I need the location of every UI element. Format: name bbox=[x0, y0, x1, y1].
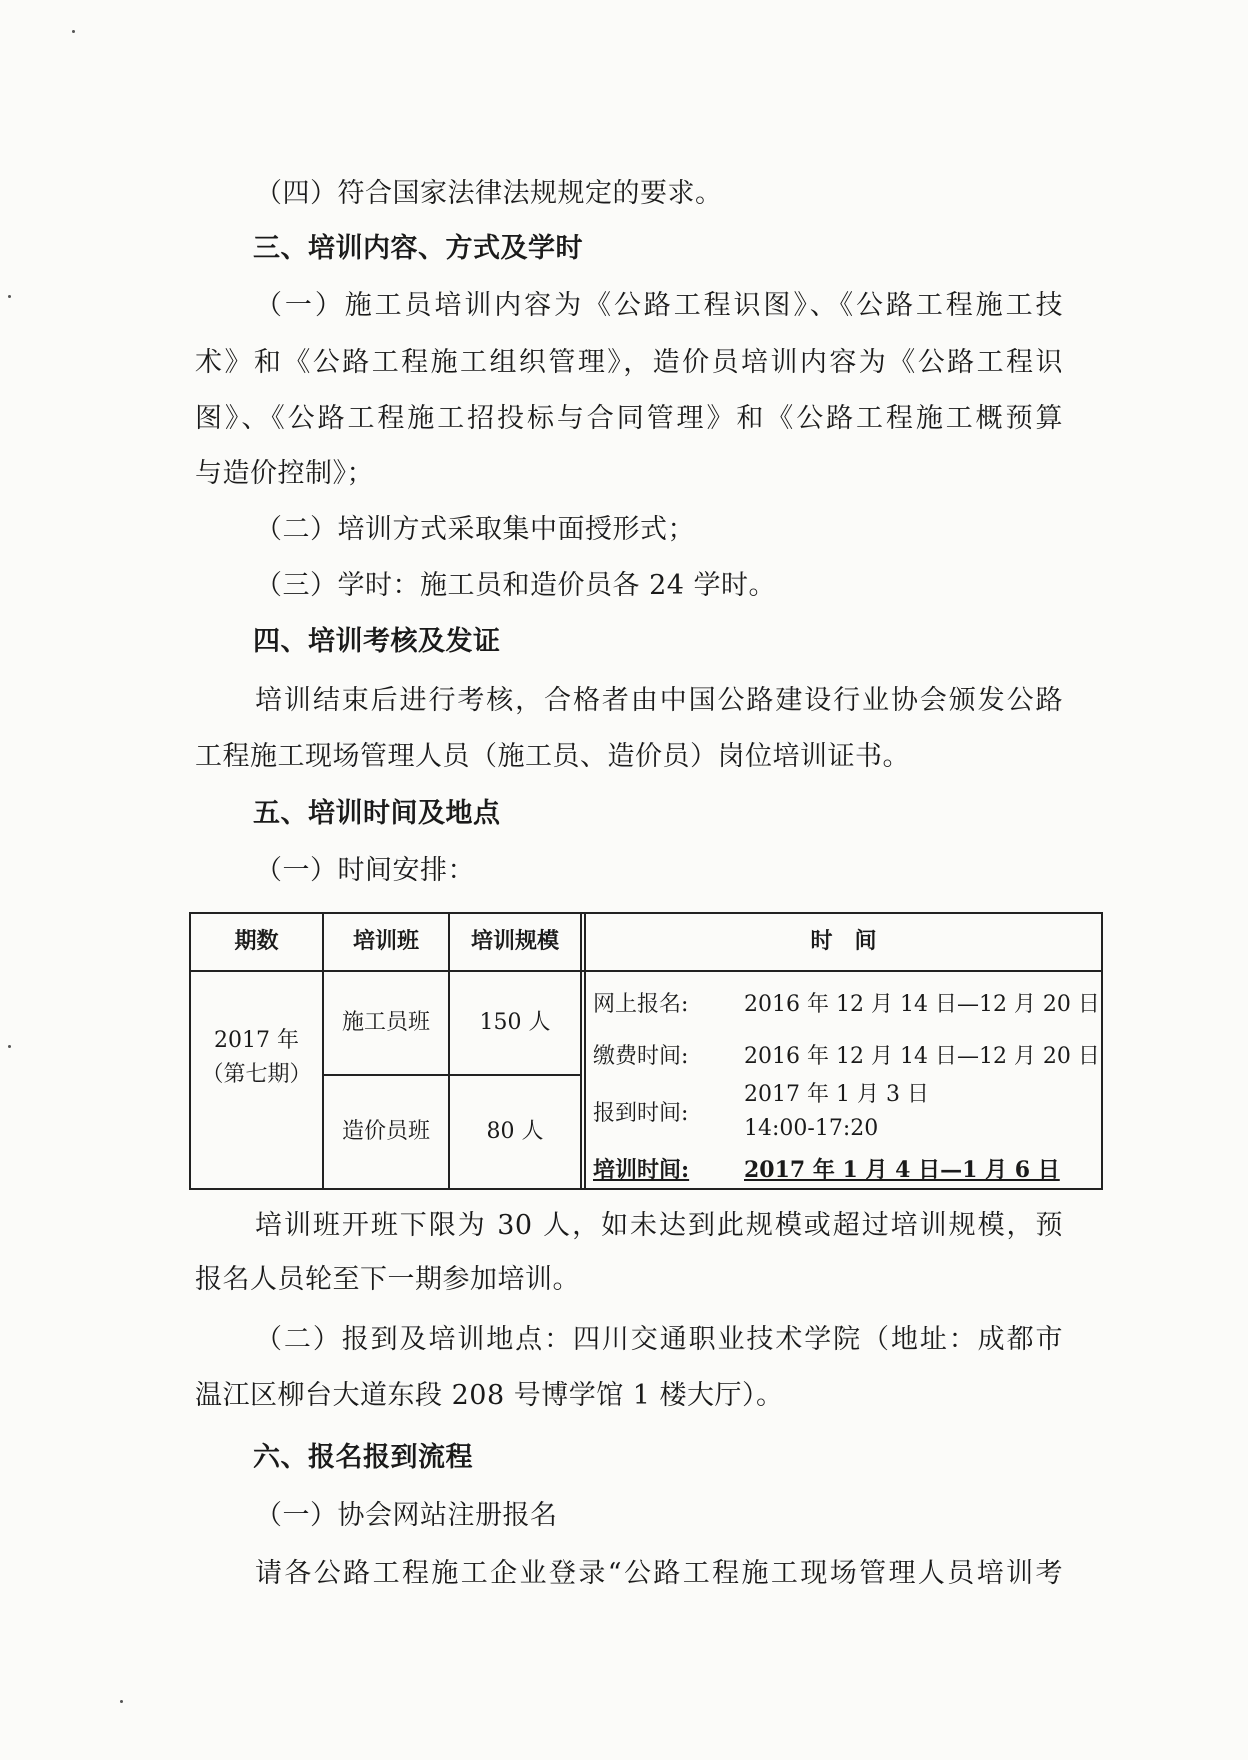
paragraph-line: （四）符合国家法律法规规定的要求。 bbox=[255, 178, 723, 209]
table-row-class: 造价员班 bbox=[341, 1119, 430, 1144]
paragraph-line: （一）施工员培训内容为《公路工程识图》、《公路工程施工技 bbox=[255, 290, 1063, 321]
paragraph-line: （三）学时：施工员和造价员各 24 学时。 bbox=[255, 570, 777, 601]
scan-speck bbox=[8, 1045, 11, 1048]
paragraph-line: 培训班开班下限为 30 人，如未达到此规模或超过培训规模，预 bbox=[255, 1210, 1063, 1241]
header-class: 培训班 bbox=[352, 928, 419, 954]
paragraph-line: （一）时间安排： bbox=[255, 855, 475, 886]
section-heading-5: 五、培训时间及地点 bbox=[253, 798, 501, 829]
paragraph-line: （二）培训方式采取集中面授形式； bbox=[255, 514, 695, 545]
paragraph-line: （一）协会网站注册报名 bbox=[255, 1500, 558, 1531]
scan-speck bbox=[8, 295, 11, 298]
table-row-scale: 80 人 bbox=[486, 1119, 544, 1144]
header-time: 时 间 bbox=[810, 928, 877, 954]
table-row-scale: 150 人 bbox=[479, 1010, 551, 1035]
paragraph-line: 培训结束后进行考核，合格者由中国公路建设行业协会颁发公路 bbox=[255, 685, 1063, 716]
paragraph-line: 请各公路工程施工企业登录“公路工程施工现场管理人员培训考 bbox=[255, 1558, 1063, 1589]
paragraph-line: 工程施工现场管理人员（施工员、造价员）岗位培训证书。 bbox=[195, 741, 910, 772]
paragraph-line: 图》、《公路工程施工招投标与合同管理》和《公路工程施工概预算 bbox=[195, 403, 1063, 434]
period-year: 2017 年 bbox=[214, 1028, 299, 1053]
section-heading-3: 三、培训内容、方式及学时 bbox=[253, 233, 583, 264]
paragraph-line: 报名人员轮至下一期参加培训。 bbox=[195, 1264, 580, 1295]
table-row-class: 施工员班 bbox=[341, 1010, 430, 1035]
scan-speck bbox=[120, 1700, 123, 1703]
schedule-table bbox=[189, 912, 1103, 1190]
header-period: 期数 bbox=[234, 928, 279, 954]
section-heading-6: 六、报名报到流程 bbox=[253, 1442, 473, 1473]
checkin-label: 报到时间: bbox=[593, 1101, 689, 1126]
pay-value: 2016 年 12 月 14 日—12 月 20 日 bbox=[744, 1044, 1100, 1069]
reg-label: 网上报名: bbox=[593, 992, 689, 1017]
pay-label: 缴费时间: bbox=[593, 1044, 689, 1069]
paragraph-line: 术》和《公路工程施工组织管理》，造价员培训内容为《公路工程识 bbox=[195, 347, 1063, 378]
train-label: 培训时间: bbox=[593, 1157, 690, 1183]
paragraph-line: 温江区柳台大道东段 208 号博学馆 1 楼大厅）。 bbox=[195, 1380, 784, 1411]
reg-value: 2016 年 12 月 14 日—12 月 20 日 bbox=[744, 992, 1100, 1017]
header-scale: 培训规模 bbox=[470, 928, 559, 954]
train-value: 2017 年 1 月 4 日—1 月 6 日 bbox=[744, 1157, 1060, 1183]
paragraph-line: 与造价控制》； bbox=[195, 458, 374, 489]
checkin-date: 2017 年 1 月 3 日 bbox=[744, 1082, 929, 1107]
section-heading-4: 四、培训考核及发证 bbox=[253, 626, 501, 657]
scan-speck bbox=[72, 30, 75, 33]
period-number: （第七期） bbox=[201, 1062, 312, 1087]
checkin-hours: 14:00-17:20 bbox=[744, 1116, 879, 1141]
paragraph-line: （二）报到及培训地点：四川交通职业技术学院（地址：成都市 bbox=[255, 1324, 1063, 1355]
